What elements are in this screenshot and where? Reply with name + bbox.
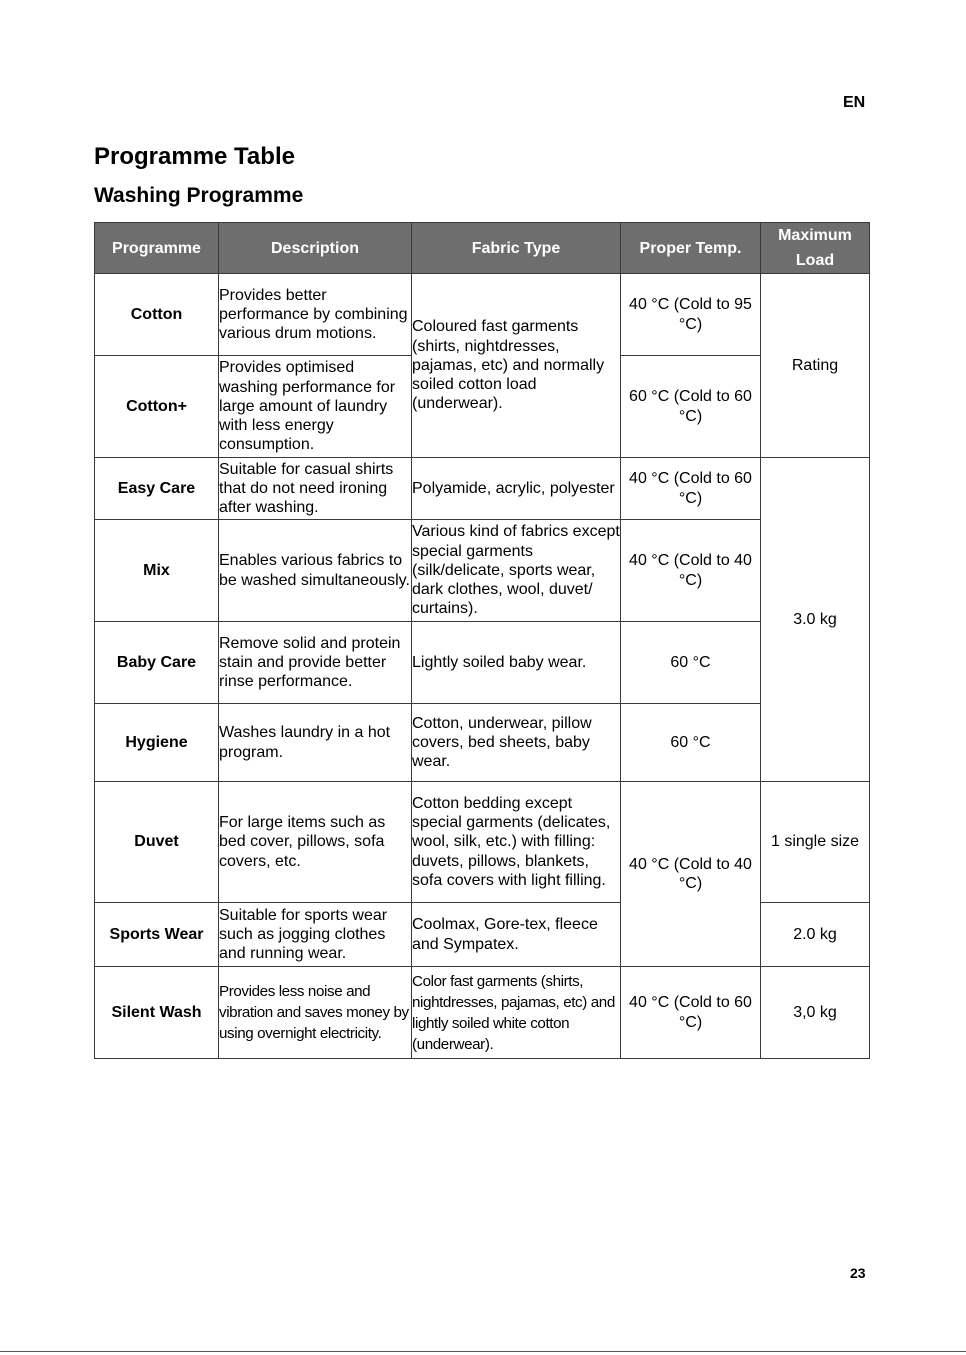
programme-name: Sports Wear [95, 903, 219, 967]
header-fabric-type: Fabric Type [412, 223, 621, 274]
programme-name: Duvet [95, 782, 219, 903]
proper-temp: 60 °C [621, 704, 761, 782]
language-code: EN [843, 94, 866, 111]
fabric-type: Cotton, underwear, pillow covers, bed sheets, baby wear. [412, 704, 621, 782]
proper-temp: 40 °C (Cold to 60 °C) [621, 458, 761, 520]
fabric-type: Cotton bedding except special garments (delicates, wool, silk, etc.) with filling: duvets, pillows, blankets, sofa covers with light filling. [412, 782, 621, 903]
table-row [95, 458, 870, 520]
programme-name: Mix [95, 520, 219, 622]
table-row [95, 967, 870, 1059]
proper-temp: 40 °C (Cold to 40 °C) [621, 520, 761, 622]
maximum-load: 2.0 kg [761, 903, 870, 967]
fabric-type: Coolmax, Gore-tex, fleece and Sympatex. [412, 903, 621, 967]
header-programme: Programme [95, 223, 219, 274]
proper-temp: 40 °C (Cold to 60 °C) [621, 967, 761, 1059]
fabric-type: Various kind of fabrics except special garments (silk/delicate, sports wear, dark clothes, wool, duvet/ curtains). [412, 520, 621, 622]
section-subtitle: Washing Programme [94, 184, 304, 207]
programme-description: Washes laundry in a hot program. [219, 704, 412, 782]
programme-description: Suitable for sports wear such as jogging clothes and running wear. [219, 903, 412, 967]
programme-name: Baby Care [95, 622, 219, 704]
proper-temp: 40 °C (Cold to 40 °C) [621, 782, 761, 967]
programme-description: Suitable for casual shirts that do not need ironing after washing. [219, 458, 412, 520]
header-maximum-load: Maximum Load [761, 223, 870, 274]
fabric-type: Lightly soiled baby wear. [412, 622, 621, 704]
programme-description: Provides better performance by combining various drum motions. [219, 274, 412, 356]
programme-description: Enables various fabrics to be washed simultaneously. [219, 520, 412, 622]
programme-description: Provides optimised washing performance for large amount of laundry with less energy consumption. [219, 356, 412, 458]
maximum-load: 3.0 kg [761, 458, 870, 782]
table-row [95, 274, 870, 356]
proper-temp: 60 °C (Cold to 60 °C) [621, 356, 761, 458]
fabric-type: Polyamide, acrylic, polyester [412, 458, 621, 520]
fabric-type: Coloured fast garments (shirts, nightdresses, pajamas, etc) and normally soiled cotton load (underwear). [412, 274, 621, 458]
page-number: 23 [850, 1265, 866, 1281]
programme-name: Cotton+ [95, 356, 219, 458]
header-description: Description [219, 223, 412, 274]
fabric-type: Color fast garments (shirts, nightdresses, pajamas, etc) and lightly soiled white cotton (underwear). [412, 967, 621, 1059]
programme-table [94, 222, 870, 1059]
page-title: Programme Table [94, 143, 295, 170]
table-row [95, 622, 870, 704]
programme-name: Easy Care [95, 458, 219, 520]
programme-description: Remove solid and protein stain and provide better rinse performance. [219, 622, 412, 704]
programme-name: Cotton [95, 274, 219, 356]
table-header-row [95, 223, 870, 274]
programme-description: For large items such as bed cover, pillows, sofa covers, etc. [219, 782, 412, 903]
programme-name: Hygiene [95, 704, 219, 782]
programme-description: Provides less noise and vibration and saves money by using overnight electricity. [219, 967, 412, 1059]
table-row [95, 782, 870, 903]
table-row [95, 520, 870, 622]
table-row [95, 704, 870, 782]
header-proper-temp: Proper Temp. [621, 223, 761, 274]
proper-temp: 40 °C (Cold to 95 °C) [621, 274, 761, 356]
programme-name: Silent Wash [95, 967, 219, 1059]
maximum-load: Rating [761, 274, 870, 458]
maximum-load: 3,0 kg [761, 967, 870, 1059]
proper-temp: 60 °C [621, 622, 761, 704]
bottom-divider [0, 1351, 966, 1352]
maximum-load: 1 single size [761, 782, 870, 903]
